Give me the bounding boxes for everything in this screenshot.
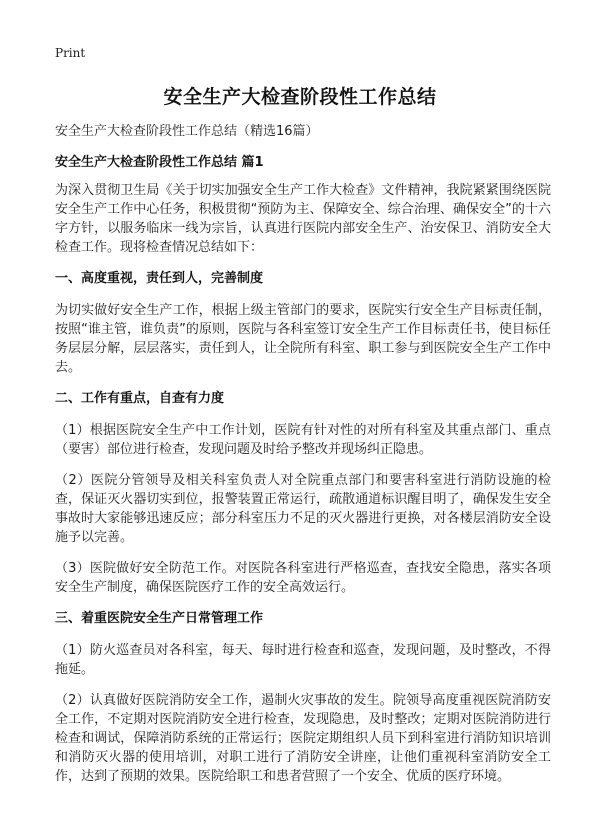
section-paragraph: （1）防火巡查员对各科室，每天、每时进行检查和巡查，发现问题，及时整改，不得拖延。 — [55, 643, 551, 677]
section-paragraph: （3）医院做好安全防范工作。对医院各科室进行严格巡查，查找安全隐患，落实各项安全生产制度，确保医院医疗工作的安全高效运行。 — [55, 561, 551, 595]
print-link[interactable]: Print — [55, 46, 86, 60]
piece-heading: 安全生产大检查阶段性工作总结 篇1 — [55, 155, 264, 170]
section-heading: 三、着重医院安全生产日常管理工作 — [55, 611, 264, 626]
section-paragraph: （2）医院分管领导及相关科室负责人对全院重点部门和要害科室进行消防设施的检查，保证灭火器切实到位，报警装置正常运行，疏散通道标识醒目明了，确保发生安全事故时大家能够迅速反应；部分科室压力不足的灭火器进行更换，对各楼层消防安全设施予以完善。 — [55, 473, 551, 545]
section-paragraph: （1）根据医院安全生产中工作计划，医院有针对性的对所有科室及其重点部门、重点（要害）部位进行检查，发现问题及时给予整改并现场纠正隐患。 — [55, 423, 551, 457]
section-paragraph: （2）认真做好医院消防安全工作，遏制火灾事故的发生。院领导高度重视医院消防安全工作，不定期对医院消防安全进行检查，发现隐患，及时整改；定期对医院消防进行检查和调试，保障消防系统的正常运行；医院定期组织人员下到科室进行消防知识培训和消防灭火器的使用培训，对职工进行了消防安全讲座，让他们重视科室消防安全工作，达到了预期的效果。医院给职工和患者营照了一个安全、优质的医疗环境。 — [55, 693, 551, 784]
section-paragraph: 为切实做好安全生产工作，根据上级主管部门的要求，医院实行安全生产目标责任制，按照“谁主管，谁负责”的原则，医院与各科室签订安全生产工作目标责任书，使目标任务层层分解，层层落实，责任到人，让全院所有科室、职工参与到医院安全生产工作中去。 — [55, 303, 551, 375]
section-heading: 一、高度重视，责任到人，完善制度 — [55, 271, 264, 286]
intro-paragraph: 为深入贯彻卫生局《关于切实加强安全生产工作大检查》文件精神，我院紧紧围绕医院安全生产工作中心任务，积极贯彻“预防为主、保障安全、综合治理、确保安全”的十六字方针，以服务临床一线为宗旨，认真进行医院内部安全生产、治安保卫、消防安全大检查工作。现将检查情况总结如下： — [55, 183, 551, 255]
section-heading: 二、工作有重点，自查有力度 — [55, 391, 225, 406]
document-body — [55, 181, 551, 798]
document-subtitle: 安全生产大检查阶段性工作总结（精选16篇） — [55, 124, 319, 139]
page-title: 安全生产大检查阶段性工作总结 — [163, 86, 437, 108]
